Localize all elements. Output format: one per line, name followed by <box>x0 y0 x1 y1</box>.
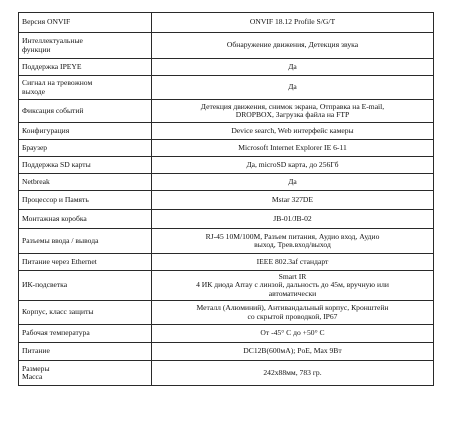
table-row <box>19 361 434 386</box>
spec-key: Версия ONVIF <box>19 13 152 33</box>
spec-value: Device search, Web интерфейс камеры <box>152 123 434 140</box>
table-row <box>19 229 434 254</box>
spec-value: RJ-45 10M/100M, Разъем питания, Аудио вход, Аудио выход, Трев.вход/выход <box>152 229 434 254</box>
table-row <box>19 100 434 123</box>
table-row <box>19 59 434 76</box>
spec-key: ИК-подсветка <box>19 271 152 301</box>
spec-key: Конфигурация <box>19 123 152 140</box>
table-row <box>19 33 434 59</box>
spec-key: Поддержка IPEYE <box>19 59 152 76</box>
table-row <box>19 254 434 271</box>
spec-value: IEEE 802.3af стандарт <box>152 254 434 271</box>
spec-value: От -45° С до +50° С <box>152 325 434 343</box>
spec-key: Фиксация событий <box>19 100 152 123</box>
spec-table <box>18 12 434 386</box>
spec-key: Размеры Масса <box>19 361 152 386</box>
table-row <box>19 343 434 361</box>
table-row <box>19 191 434 210</box>
spec-value: Да <box>152 174 434 191</box>
spec-key: Рабочая температура <box>19 325 152 343</box>
table-row <box>19 140 434 157</box>
spec-value: Smart IR 4 ИК диода Array с линзой, дальность до 45м, вручную или автоматически <box>152 271 434 301</box>
spec-key: Netbreak <box>19 174 152 191</box>
spec-key: Интеллектуальные функции <box>19 33 152 59</box>
spec-value: ONVIF 18.12 Profile S/G/T <box>152 13 434 33</box>
spec-value: Да, microSD карта, до 256Гб <box>152 157 434 174</box>
spec-value: Обнаружение движения, Детекция звука <box>152 33 434 59</box>
spec-value: Mstar 327DE <box>152 191 434 210</box>
spec-value: JB-01/JB-02 <box>152 210 434 229</box>
table-row <box>19 123 434 140</box>
table-row <box>19 174 434 191</box>
spec-value: Да <box>152 59 434 76</box>
spec-key: Питание <box>19 343 152 361</box>
spec-key: Процессор и Память <box>19 191 152 210</box>
spec-key: Поддержка SD карты <box>19 157 152 174</box>
table-row <box>19 13 434 33</box>
spec-key: Браузер <box>19 140 152 157</box>
table-row <box>19 76 434 100</box>
table-row <box>19 325 434 343</box>
spec-value: Microsoft Internet Explorer IE 6-11 <box>152 140 434 157</box>
spec-key: Сигнал на тревожном выходе <box>19 76 152 100</box>
spec-key: Питание через Ethernet <box>19 254 152 271</box>
table-row <box>19 301 434 325</box>
spec-value: 242x88мм, 783 гр. <box>152 361 434 386</box>
spec-value: Да <box>152 76 434 100</box>
spec-value: Детекция движения, снимок экрана, Отправка на E-mail, DROPBOX, Загрузка файла на FTP <box>152 100 434 123</box>
table-row <box>19 271 434 301</box>
spec-key: Корпус, класс защиты <box>19 301 152 325</box>
spec-key: Монтажная коробка <box>19 210 152 229</box>
spec-key: Разъемы ввода / вывода <box>19 229 152 254</box>
spec-value: Металл (Алюминий), Антивандальный корпус, Кронштейн со скрытой проводкой, IP67 <box>152 301 434 325</box>
table-row <box>19 210 434 229</box>
spec-value: DC12В(600мА); PoE, Max 9Вт <box>152 343 434 361</box>
table-row <box>19 157 434 174</box>
